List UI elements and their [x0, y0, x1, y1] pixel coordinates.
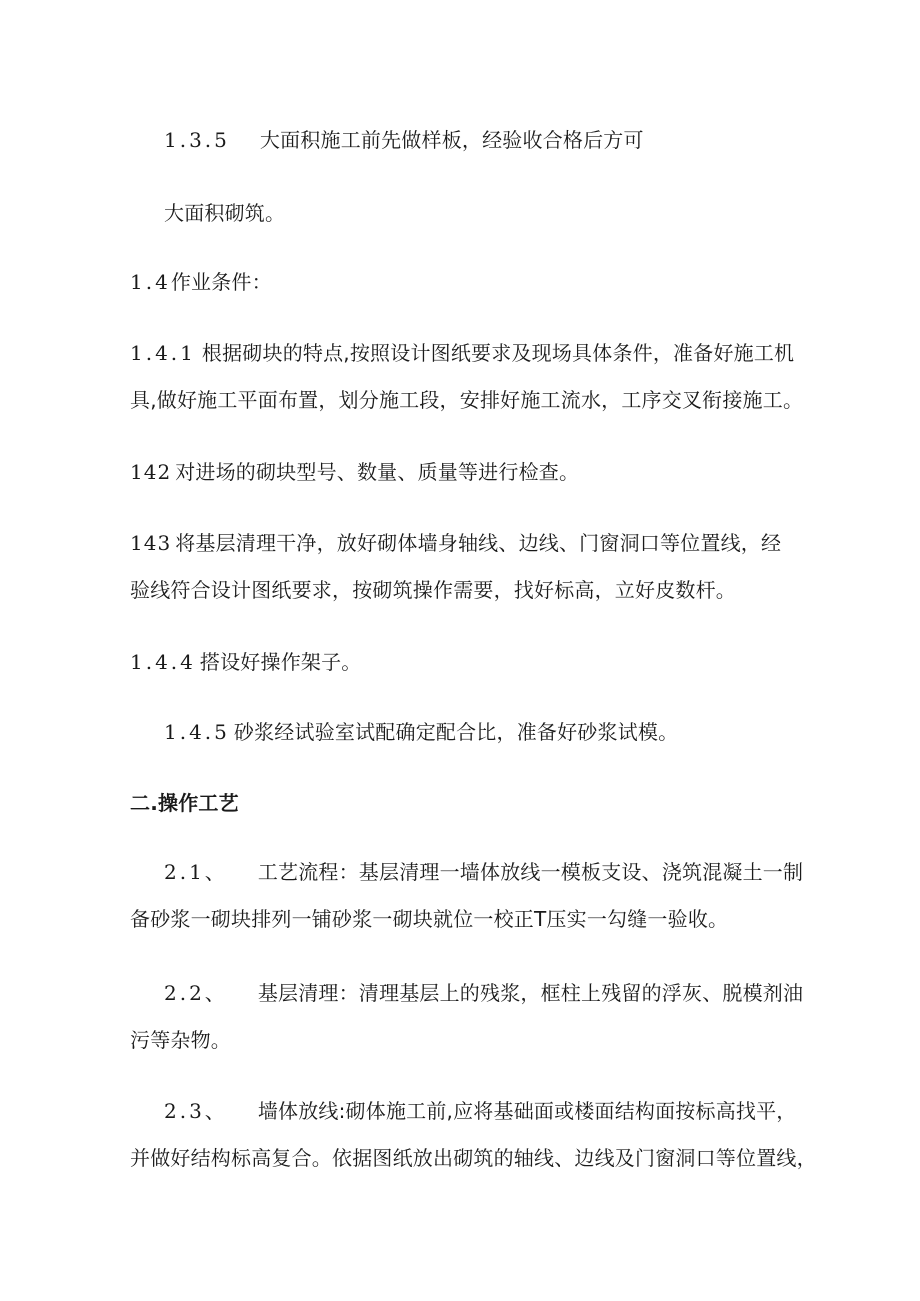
paragraph-text: 备砂浆一砌块排列一铺砂浆一砌块就位一校正T压实一勾缝一验收。 [130, 907, 729, 931]
paragraph-text: 墙体放线:砌体施工前,应将基础面或楼面结构面按标高找平， [257, 1099, 797, 1123]
section-number: 142 [130, 460, 172, 484]
section-number: 1.4 [130, 270, 171, 294]
paragraph-text: 搭设好操作架子。 [199, 650, 362, 674]
paragraph-text: 验线符合设计图纸要求，按砌筑操作需要，找好标高，立好皮数杆。 [130, 578, 736, 602]
section-number: 143 [130, 531, 172, 555]
paragraph-2-3-continuation [130, 1144, 817, 1172]
paragraph-142 [130, 458, 579, 486]
paragraph-text: 砂浆经试验室试配确定配合比，准备好砂浆试模。 [233, 720, 679, 744]
paragraph-text: 根据砌块的特点,按照设计图纸要求及现场具体条件，准备好施工机 [201, 341, 795, 365]
paragraph-1-4-1 [130, 339, 794, 367]
paragraph-143 [130, 529, 781, 557]
paragraph-2-1-continuation [130, 905, 728, 933]
paragraph-1-3-5-continuation [164, 199, 285, 227]
paragraph-text: 对进场的砌块型号、数量、质量等进行检查。 [175, 460, 580, 484]
section-number: 1.4.4 [130, 650, 196, 674]
heading-text: 二.操作工艺 [130, 791, 239, 815]
paragraph-text: 具,做好施工平面布置，划分施工段，安排好施工流水，工序交叉衔接施工。 [130, 388, 804, 412]
paragraph-text: 大面积施工前先做样板，经验收合格后方可 [259, 128, 644, 152]
section-number: 1.3.5 [164, 128, 230, 152]
paragraph-1-3-5 [164, 126, 644, 154]
section-number: 2.2、 [164, 981, 228, 1005]
section-number: 2.1、 [164, 860, 228, 884]
section-number: 1.4.5 [164, 720, 230, 744]
paragraph-text: 并做好结构标高复合。依据图纸放出砌筑的轴线、边线及门窗洞口等位置线， [130, 1146, 817, 1170]
heading-1-4 [130, 268, 272, 296]
paragraph-143-continuation [130, 576, 736, 604]
paragraph-text: 污等杂物。 [130, 1028, 231, 1052]
paragraph-1-4-5 [164, 718, 678, 746]
paragraph-text: 基层清理：清理基层上的残浆，框柱上残留的浮灰、脱模剂油 [257, 981, 804, 1005]
paragraph-text: 大面积砌筑。 [164, 201, 286, 225]
paragraph-2-3 [164, 1097, 797, 1125]
heading-text: 作业条件： [170, 270, 272, 294]
paragraph-text: 将基层清理干净，放好砌体墙身轴线、边线、门窗洞口等位置线，经 [175, 531, 782, 555]
section-number: 2.3、 [164, 1099, 228, 1123]
paragraph-2-2-continuation [130, 1026, 231, 1054]
paragraph-text: 工艺流程：基层清理一墙体放线一模板支设、浇筑混凝土一制 [257, 860, 804, 884]
section-number: 1.4.1 [130, 341, 196, 365]
paragraph-1-4-1-continuation [130, 386, 803, 414]
paragraph-2-1 [164, 858, 803, 886]
paragraph-2-2 [164, 979, 803, 1007]
heading-operation-process [130, 789, 239, 817]
paragraph-1-4-4 [130, 648, 362, 676]
